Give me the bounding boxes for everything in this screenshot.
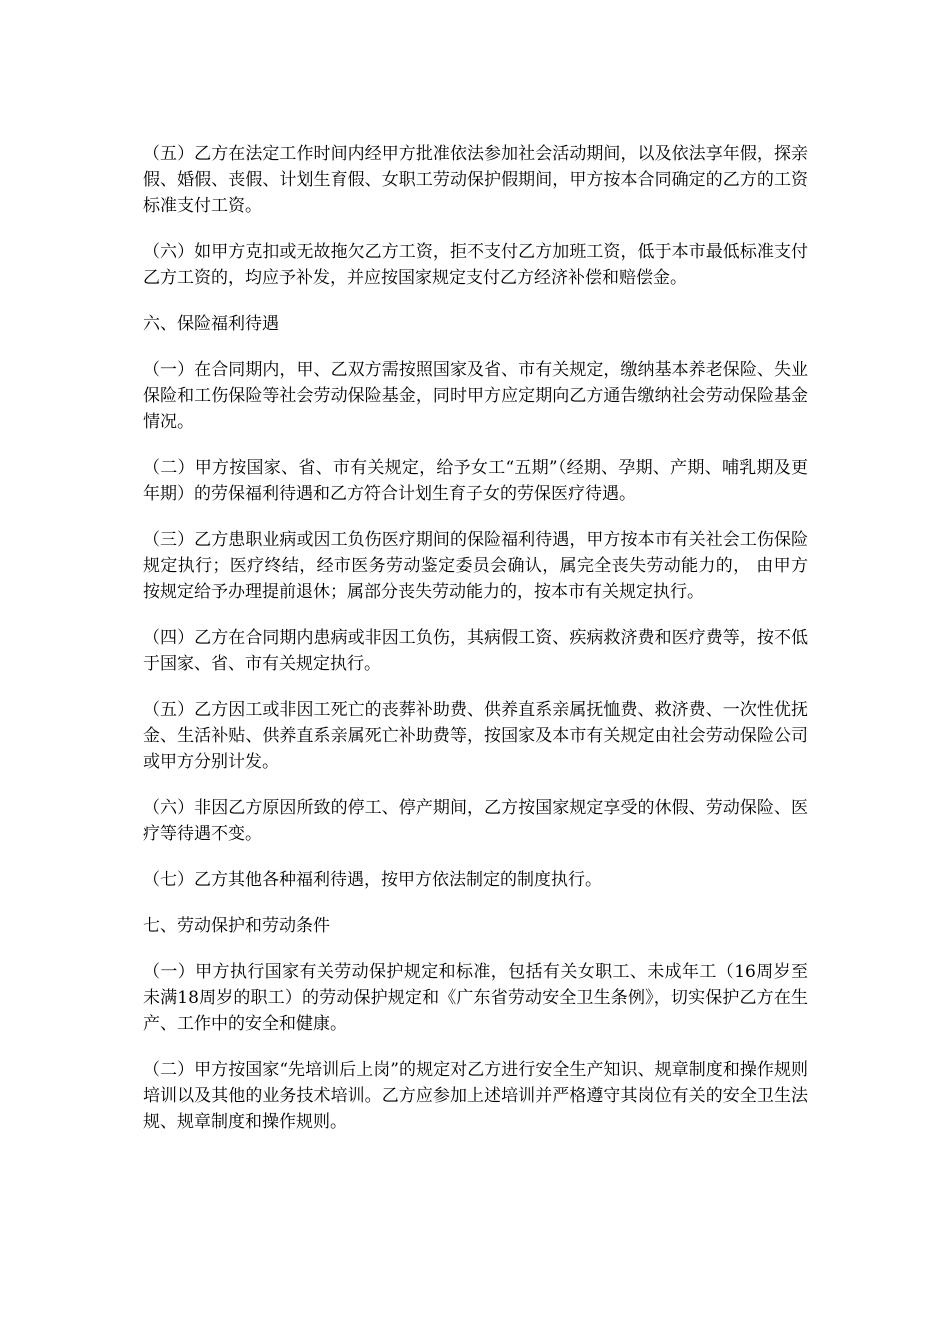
paragraph-7-2: （二）甲方按国家“先培训后上岗”的规定对乙方进行安全生产知识、规章制度和操作规则培训以及其他的业务技术培训。乙方应参加上述培训并严格遵守其岗位有关的安全卫生法规、规章制度和操作规则。 — [143, 1060, 808, 1132]
paragraph-6-7: （七）乙方其他各种福利待遇，按甲方依法制定的制度执行。 — [143, 870, 602, 890]
paragraph-7-1: （一）甲方执行国家有关劳动保护规定和标准，包括有关女职工、未成年工（16周岁至未满18周岁的职工）的劳动保护规定和《广东省劳动安全卫生条例》，切实保护乙方在生产、工作中的安全和健康。 — [143, 962, 808, 1034]
paragraph-6-3: （三）乙方患职业病或因工负伤医疗期间的保险福利待遇，甲方按本市有关社会工伤保险规定执行；医疗终结，经市医务劳动鉴定委员会确认，属完全丧失劳动能力的， 由甲方按规定给予办理提前退休；属部分丧失劳动能力的，按本市有关规定执行。 — [143, 530, 808, 602]
paragraph-5-6: （六）如甲方克扣或无故拖欠乙方工资，拒不支付乙方加班工资，低于本市最低标准支付乙方工资的，均应予补发，并应按国家规定支付乙方经济补偿和赔偿金。 — [143, 242, 808, 288]
document-body — [143, 141, 808, 1155]
paragraph-6-6: （六）非因乙方原因所致的停工、停产期间，乙方按国家规定享受的休假、劳动保险、医疗等待遇不变。 — [143, 798, 808, 844]
paragraph-6-1: （一）在合同期内，甲、乙双方需按照国家及省、市有关规定，缴纳基本养老保险、失业保险和工伤保险等社会劳动保险基金，同时甲方应定期向乙方通告缴纳社会劳动保险基金情况。 — [143, 360, 808, 432]
section-heading-6: 六、保险福利待遇 — [143, 314, 279, 334]
paragraph-5-5: （五）乙方在法定工作时间内经甲方批准依法参加社会活动期间，以及依法享年假，探亲假、婚假、丧假、计划生育假、女职工劳动保护假期间，甲方按本合同确定的乙方的工资标准支付工资。 — [143, 144, 808, 216]
section-heading-7: 七、劳动保护和劳动条件 — [143, 916, 330, 936]
paragraph-6-5: （五）乙方因工或非因工死亡的丧葬补助费、供养直系亲属抚恤费、救济费、一次性优抚金、生活补贴、供养直系亲属死亡补助费等，按国家及本市有关规定由社会劳动保险公司或甲方分别计发。 — [143, 700, 808, 772]
paragraph-6-4: （四）乙方在合同期内患病或非因工负伤，其病假工资、疾病救济费和医疗费等，按不低于国家、省、市有关规定执行。 — [143, 628, 808, 674]
paragraph-6-2: （二）甲方按国家、省、市有关规定，给予女工“五期”（经期、孕期、产期、哺乳期及更年期）的劳保福利待遇和乙方符合计划生育子女的劳保医疗待遇。 — [143, 458, 808, 504]
